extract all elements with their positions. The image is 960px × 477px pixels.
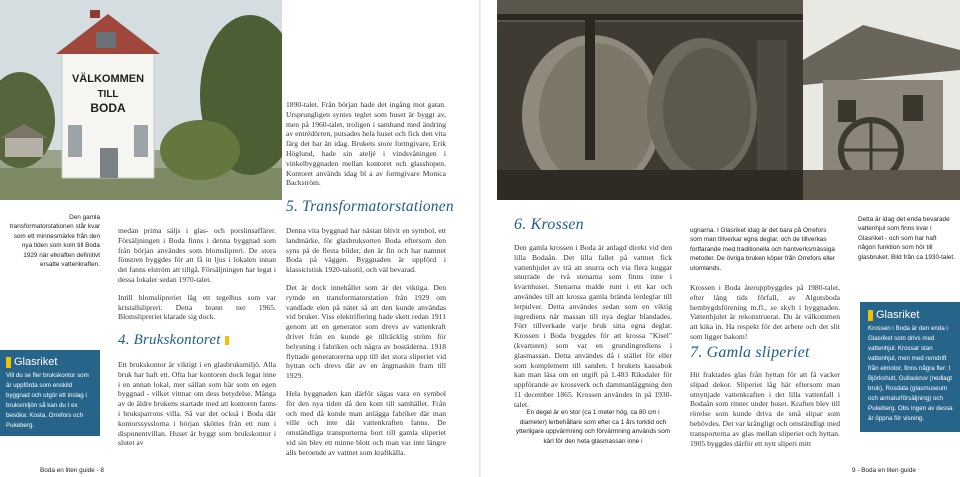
glasriket-title-text: Glasriket	[14, 356, 58, 368]
tower-caption	[6, 213, 100, 269]
right-column-2	[690, 283, 840, 350]
left-column-1	[118, 226, 276, 330]
right-column-2-caption	[690, 226, 840, 273]
millstone-illustration	[497, 0, 803, 200]
heading-5-number: 5.	[286, 198, 299, 215]
col1-paragraph-1: medan prima säljs i glas- och porslinsaffärer. Försäljningen i Boda finns i denna byggnad som från början användes som blomslipreri. De stora fönstren byggdes för att få in ljus i lokalen innan det fanns elström att tillgå. Försäljningen har legat i dessa lokaler sedan 1970-talet.	[118, 226, 276, 284]
krossen-paragraph: Den gamla krossen i Boda är anlagd direkt vid den lilla Bodaån. Det lilla fallet på vattnet fick vattenhjulet av trä att snurra och via flera kuggar snurrade de två stenarna som finns inne i kvarnhuset. Stenarna malde runt i ett kar och användes till att krossa gamla brända lerdeglar till lerpulver. Detta användes sedan som en viktig ingrediens när massan till nya deglar blandades. Förr tillverkade varje bruk sina egna deglar. Krossen i Boda byggdes för att krossa "Kisel" (kvartsten) som var en grundingrediens i glasmassan. Detta användes då i stället för eller som komplement till sanden. I brukets kassabok kan man läsa om en utgift på 1.483 Riksdaler för uppförande av krossverk och dammanläggning den 11 december 1865. Krossen användes in på 1930-talet.	[514, 243, 672, 409]
heading-gamla-sliperiet	[690, 344, 810, 362]
page-gutter	[479, 0, 481, 477]
degel-caption	[514, 408, 672, 446]
glasriket-box-left	[0, 350, 100, 436]
col1-paragraph-3: Ett brukskontor är viktigt i en glasbruksmiljö. Alla bruk har haft ett. Ofta har kontoren dock legat inne i en annan lokal, mer sällan som här som en egen byggnad - vilket vittnar om dess betydelse. Många av de äldre brukens startade med att kontoren fanns i bruksparrons villa. Så var det också i Boda där kontorssysslorna i början sköttes från ett rum i disponentvillan. Huset är byggt som brukskontor i slutet av	[118, 360, 276, 448]
left-column-1-lower	[118, 360, 276, 456]
col2-paragraph-1: Denna vita byggnad har nästan blivit en symbol, ett landmärke, för glasbruksorten Boda eftersom den syns på de flesta bilder, den är fin och har namnet Boda på väggen. Byggnaden är uppförd i klassicistisk 1920-talsstil, och väl bevarad.	[286, 226, 446, 275]
degel-caption-text: En degel är en stor (ca 1 meter hög, ca 80 cm i diameter) lerbehållare som efter ca 1 års torktid och ytterligare uppvärmning och förvärmning används som kärl för den heta glasmassan inne i	[515, 409, 671, 445]
heading-krossen	[514, 216, 584, 234]
water-wheel-photo	[803, 0, 960, 200]
heading-6-title: Krossen	[530, 216, 584, 233]
col2-paragraph-3: Hela byggnaden kan därför sägas vara en symbol för den nya tiden då den kom till samhället. Från och med då kunde man anlägga fabriker där man ville och inte där vattenkraften fanns. De omständliga transporterna bort till gamla sliperiet vid sin blev ett minne blott och man var inte längre alls beroende av vattnet som kraftkälla.	[286, 388, 446, 457]
glass-icon	[6, 357, 11, 368]
left-column-2-top	[286, 100, 446, 196]
krossen-rebuild-paragraph: Krossen i Boda återuppbyggdes på 1980-talet, efter lång tids förfall, av Algutsboda hembygdsförening m.fl., se skylt i byggnaden. Vattenhjulet är rekonstruerat. Du är välkommen att kika in. Ha respekt för det arbete och det slit som ligger bakom!	[690, 283, 840, 341]
col2-top-paragraph: 1890-talet. Från början hade det ingång mot gatan. Ursprungligen syntes teglet som huset är byggt av, men på 1960-talet, troligen i samband med ändring av entrédörren, putsades hela huset och fick den vita färg det har än idag. Brukets store formgivare, Erik Höglund, hade sin ateljé i vindsvåningen i vinkelbyggnaden mellan kontoret och glasshopen. Kontoret används idag bl a av formgivare Monica Backström.	[286, 100, 446, 188]
glass-icon	[225, 336, 229, 345]
glasriket-box-left-title	[6, 355, 94, 369]
col1-paragraph-2: Intill blomslipreriet låg ett tegelhus som var kristallslipreri. Detta brann ner 1965. Blomslipreriet klarade sig dock.	[118, 292, 276, 322]
tower-photo-illustration	[0, 0, 282, 200]
left-page-footer: Boda en liten guide - 8	[40, 467, 104, 474]
right-page-footer: 9 - Boda en liten guide	[852, 467, 916, 474]
transformer-tower-photo	[0, 0, 282, 200]
water-wheel-illustration	[803, 0, 960, 200]
heading-4-number: 4.	[118, 332, 130, 348]
sign-line-3: BODA	[90, 101, 126, 115]
sign-line-2: TILL	[97, 89, 119, 100]
heading-4-title: Brukskontoret	[133, 332, 221, 348]
glasriket-right-title-text: Glasriket	[876, 309, 920, 321]
heading-7-number: 7.	[690, 344, 703, 361]
tower-caption-text: Den gamla transformatorstationen står kvar som ett minnesmärke från den nya tiden som kom till Boda 1929 när elkraften definitivt ersatte vattenkraften.	[9, 214, 100, 269]
right-column-1	[514, 243, 672, 418]
col2-paragraph-2: Det är dock innehållet som är det viktiga. Den rymde en transformatorstation från 1929 om vandlade elen på nätet så att den kunde användas vid bruket. Viss elektrifiering hade skett redan 1911 genom att en generator som drevs av vattenkraft drivet från en kunde ge tillräcklig ström för belysning i fabriken och några av bostäderna. 1918 flyttade generatorerna upp till det stora sliperiet vid hyttan och drevs där av en ångmaskin fram till 1929.	[286, 282, 446, 381]
heading-5-title: Transformatorstationen	[302, 198, 454, 215]
sliperiet-paragraph: Hit fraktades glas från hyttan för att få vacker slipad dekor. Sliperiet låg här eftersom man utnyttjade vattenkraften i det lilla vattenfall i Bodaån som rinner under huset. Kraften blev till rörelse som kunde driva de små slipar som behövdes. Det var krångligt och omständligt med transporterna av glas mellan sliperiet och hyttan. 1905 byggdes därför ett nytt sliperi mitt	[690, 370, 840, 448]
glasriket-box-left-text: Vill du se fler brukskontor som är uppförda som enskild byggnad och utgör ett inslag i bruksmiljön så kan du t ex besöka: Kosta, Orrefors och Pukeberg.	[6, 372, 89, 429]
left-column-2	[286, 226, 446, 466]
millstone-photo	[497, 0, 803, 200]
heading-7-title: Gamla sliperiet	[706, 344, 810, 361]
right-column-2-lower	[690, 370, 840, 456]
glasriket-box-right-text: Krossen i Boda är den enda i Glasriket som drivs med vattenhjul. Krossar stan vattenhjul, men med remdrift från elmotor, finns några fler: I Björkshult, Gullaskruv (nedlagt bruk), Rosdala (glasmuseum och armaturförsäljning) och Pukeberg. Obs ingen av dessa är öppna för visning.	[868, 325, 953, 422]
glass-icon	[868, 310, 873, 321]
glasriket-box-right-title	[868, 308, 954, 322]
water-wheel-caption	[858, 215, 956, 262]
glasriket-box-right	[860, 302, 960, 432]
heading-brukskontoret	[118, 332, 229, 349]
orrefors-caption-text: ugnarna. I Glasriket idag är det bara på Orrefors som man tillverkar egna deglar, och de tillverkas fortfarande med traditionella och hantverksmässiga metoder. De övriga bruken köper från Orrefors eller utomlands.	[690, 227, 835, 272]
heading-6-number: 6.	[514, 216, 527, 233]
heading-transformatorstationen	[286, 198, 454, 216]
sign-line-1: VÄLKOMMEN	[71, 73, 145, 85]
water-wheel-caption-text: Detta är idag det enda bevarade vattenhjul som finns kvar i Glasriket - och som har haft någon funktion som hör till glasbruket. Bild från ca 1930-talet.	[858, 216, 955, 261]
